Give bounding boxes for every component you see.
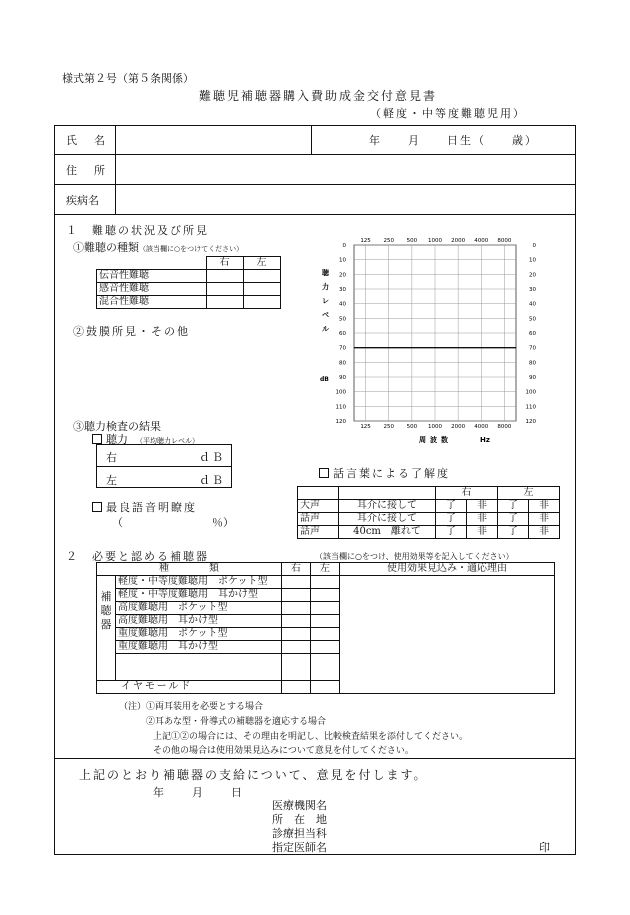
table-row: 混合性難聴	[97, 296, 281, 309]
cell-left[interactable]	[311, 641, 340, 654]
table-row: 重度難聴用 耳かけ型	[97, 641, 555, 654]
cell-left[interactable]	[243, 296, 280, 309]
freq-tick-label-top: 1000	[428, 238, 442, 244]
table-row: 重度難聴用 ポケット型	[97, 628, 555, 641]
cell-right[interactable]	[282, 641, 311, 654]
db-tick-label-left: 10	[339, 257, 346, 264]
cell-option[interactable]: 了	[436, 500, 467, 513]
db-tick-label-right: 10	[529, 257, 536, 264]
doctor-label: 指定医師名	[272, 841, 327, 854]
db-tick-label-right: 60	[529, 331, 536, 337]
col-right: 右	[206, 257, 243, 270]
freq-tick-label-bottom: 2000	[451, 424, 466, 430]
best-speech-paren: （	[112, 516, 123, 529]
hearing-level-label: 聴力 （平均聴力レベル）	[92, 431, 199, 447]
address-field[interactable]	[116, 155, 574, 183]
table-row: イヤモールド	[97, 681, 555, 694]
freq-tick-label-top: 500	[406, 238, 418, 244]
db-tick-label-left: 80	[339, 360, 346, 367]
best-speech-label: 最良語音明瞭度	[92, 499, 197, 515]
cell-option[interactable]: 非	[467, 500, 498, 513]
db-unit-label: dB	[320, 376, 329, 383]
db-tick-label-right: 40	[529, 301, 536, 308]
hearing-test-heading: ③聴力検査の結果	[73, 420, 161, 433]
freq-tick-label-top: 4000	[474, 238, 489, 244]
db-tick-label-left: 120	[335, 419, 346, 425]
best-speech-percent: ％）	[212, 516, 234, 529]
cell-left[interactable]	[243, 270, 280, 283]
y-axis-label-char: レ	[322, 297, 329, 305]
db-tick-label-right: 100	[525, 389, 536, 396]
cell-option[interactable]: 非	[467, 526, 498, 539]
note-line-1: （注）①両耳装用を必要とする場合	[119, 702, 264, 712]
y-axis-label-char: ベ	[322, 311, 329, 319]
table-row: 話声 40cm 離れて 了 非 了 非	[298, 526, 560, 539]
hz-unit-label: Hz	[480, 436, 490, 444]
department-label: 診療担当科	[272, 827, 327, 840]
cell-option[interactable]: 了	[498, 500, 529, 513]
db-tick-label-left: 110	[335, 404, 346, 411]
freq-tick-label-bottom: 1000	[428, 424, 442, 430]
col-left: 左	[243, 257, 280, 270]
style-number: 様式第２号（第５条関係）	[62, 72, 194, 85]
freq-tick-label-top: 8000	[497, 238, 512, 244]
freq-tick-label-bottom: 500	[406, 424, 418, 430]
db-tick-label-left: 30	[339, 287, 346, 293]
speech-understanding-label: 話言葉による了解度	[319, 465, 450, 481]
y-axis-label-char: 力	[322, 283, 329, 291]
speech-checkbox[interactable]	[319, 468, 329, 478]
y-axis-label-char: 聴	[322, 269, 329, 277]
db-tick-label-left: 0	[342, 243, 346, 249]
cell-right[interactable]	[206, 283, 243, 296]
cell-option[interactable]: 了	[436, 526, 467, 539]
left-ear-label: 左	[106, 474, 117, 487]
freq-tick-label-bottom: 8000	[497, 424, 512, 430]
table-row: 伝音性難聴	[97, 270, 281, 283]
address-label: 住 所	[66, 164, 108, 177]
cell-left[interactable]	[311, 681, 340, 694]
statement: 上記のとおり補聴器の支給について、意見を付します。	[79, 768, 428, 782]
section2-note: （該当欄に○をつけ、使用効果等を記入してください）	[315, 552, 514, 561]
db-tick-label-right: 50	[529, 316, 536, 323]
table-row: 高度難聴用 耳かけ型	[97, 615, 555, 628]
x-axis-label: 周波数	[419, 436, 452, 444]
cell-option[interactable]: 了	[436, 513, 467, 526]
db-tick-label-right: 30	[529, 287, 536, 293]
note-line-2: ②耳あな型・骨導式の補聴器を適応する場合	[146, 717, 327, 727]
best-speech-checkbox[interactable]	[92, 502, 102, 512]
db-tick-label-left: 60	[339, 331, 346, 337]
cell-option[interactable]: 了	[498, 526, 529, 539]
freq-tick-label-top: 250	[383, 238, 394, 244]
cell-right[interactable]	[282, 602, 311, 615]
speech-table: 右 左 大声 耳介に接して 了 非 了 非 話声 耳介に接して 了 非 了 非 話声 40cm 離れて 了 非 了 非	[297, 486, 560, 539]
cell-right[interactable]	[282, 681, 311, 694]
cell-right[interactable]	[282, 654, 311, 681]
cell-left[interactable]	[311, 589, 340, 602]
cell-right[interactable]	[282, 615, 311, 628]
section1-heading: １ 難聴の状況及び所見	[66, 224, 209, 237]
left-db-unit: ｄＢ	[199, 474, 225, 487]
freq-tick-label-top: 2000	[451, 238, 466, 244]
reason-field[interactable]	[340, 576, 555, 694]
table-row: 大声 耳介に接して 了 非 了 非	[298, 500, 560, 513]
db-tick-label-right: 70	[529, 345, 536, 352]
cell-left[interactable]	[311, 654, 340, 681]
cell-option[interactable]: 非	[529, 526, 560, 539]
freq-tick-label-bottom: 125	[360, 424, 371, 430]
db-tick-label-right: 20	[529, 272, 536, 279]
db-tick-label-right: 0	[532, 243, 536, 249]
cell-right[interactable]	[282, 628, 311, 641]
disease-field[interactable]	[116, 185, 574, 213]
hearing-type-heading: ①難聴の種類（該当欄に○をつけてください）	[73, 241, 244, 254]
table-row: 感音性難聴	[97, 283, 281, 296]
db-tick-label-left: 50	[339, 316, 346, 323]
db-tick-label-left: 20	[339, 272, 346, 279]
birth-date-label: 年 月 日生（ 歳）	[369, 134, 538, 147]
note-line-4: その他の場合は使用効果見込みについて意見を付してください。	[153, 746, 414, 756]
freq-tick-label-bottom: 250	[383, 424, 394, 430]
db-tick-label-right: 80	[529, 360, 536, 367]
db-tick-label-right: 90	[529, 375, 536, 381]
hearing-aid-table: 種 類 右 左 使用効果見込み・適応理由 補聴器 軽度・中等度難聴用 ポケット型 軽度・中等度難聴用 耳かけ型 高度難聴用 ポケット型 高度難聴用 耳かけ型 重度難聴用 ポケット型 重度難聴用 耳かけ型 イヤモールド	[96, 562, 555, 694]
db-tick-label-right: 120	[525, 419, 536, 425]
freq-tick-label-bottom: 4000	[474, 424, 489, 430]
section2-heading: ２ 必要と認める補聴器	[66, 550, 209, 563]
form-subtitle: （軽度・中等度難聴児用）	[370, 107, 526, 120]
eardrum-findings-label: ②鼓膜所見・その他	[73, 325, 190, 338]
freq-tick-label-top: 125	[360, 238, 371, 244]
hearing-checkbox[interactable]	[92, 434, 102, 444]
db-tick-label-left: 100	[335, 389, 346, 396]
db-tick-label-left: 70	[339, 345, 346, 352]
cell-left[interactable]	[311, 576, 340, 589]
cell-left[interactable]	[311, 615, 340, 628]
seal-mark: 印	[539, 841, 550, 854]
form-title: 難聴児補聴器購入費助成金交付意見書	[199, 89, 438, 103]
cell-right[interactable]	[206, 296, 243, 309]
y-axis-label-char: ル	[322, 325, 329, 333]
cell-left[interactable]	[311, 628, 340, 641]
disease-label: 疾病名	[66, 194, 99, 207]
hearing-type-table	[96, 256, 281, 309]
cell-option[interactable]: 非	[467, 513, 498, 526]
table-row: 軽度・中等度難聴用 耳かけ型	[97, 589, 555, 602]
table-row: 高度難聴用 ポケット型	[97, 602, 555, 615]
db-tick-label-left: 90	[339, 375, 346, 381]
table-row: 補聴器 軽度・中等度難聴用 ポケット型	[97, 576, 555, 589]
audiogram-chart	[310, 232, 560, 452]
cell-option[interactable]: 非	[529, 513, 560, 526]
right-db-unit: ｄＢ	[199, 451, 225, 464]
name-label: 氏 名	[66, 134, 108, 147]
right-ear-label: 右	[106, 451, 117, 464]
date-line: 年 月 日	[153, 786, 244, 799]
cell-right[interactable]	[282, 576, 311, 589]
cell-left[interactable]	[311, 602, 340, 615]
cell-right[interactable]	[282, 589, 311, 602]
note-line-3: 上記①②の場合には、その理由を明記し、比較検査結果を添付してください。	[153, 732, 469, 742]
cell-left[interactable]	[243, 283, 280, 296]
db-tick-label-right: 110	[525, 404, 536, 411]
cell-option[interactable]: 了	[498, 513, 529, 526]
cell-option[interactable]: 非	[529, 500, 560, 513]
location-label: 所 在 地	[272, 813, 327, 826]
table-row: 話声 耳介に接して 了 非 了 非	[298, 513, 560, 526]
db-tick-label-left: 40	[339, 301, 346, 308]
cell-right[interactable]	[206, 270, 243, 283]
name-field[interactable]	[116, 126, 310, 153]
institution-label: 医療機関名	[272, 799, 327, 812]
